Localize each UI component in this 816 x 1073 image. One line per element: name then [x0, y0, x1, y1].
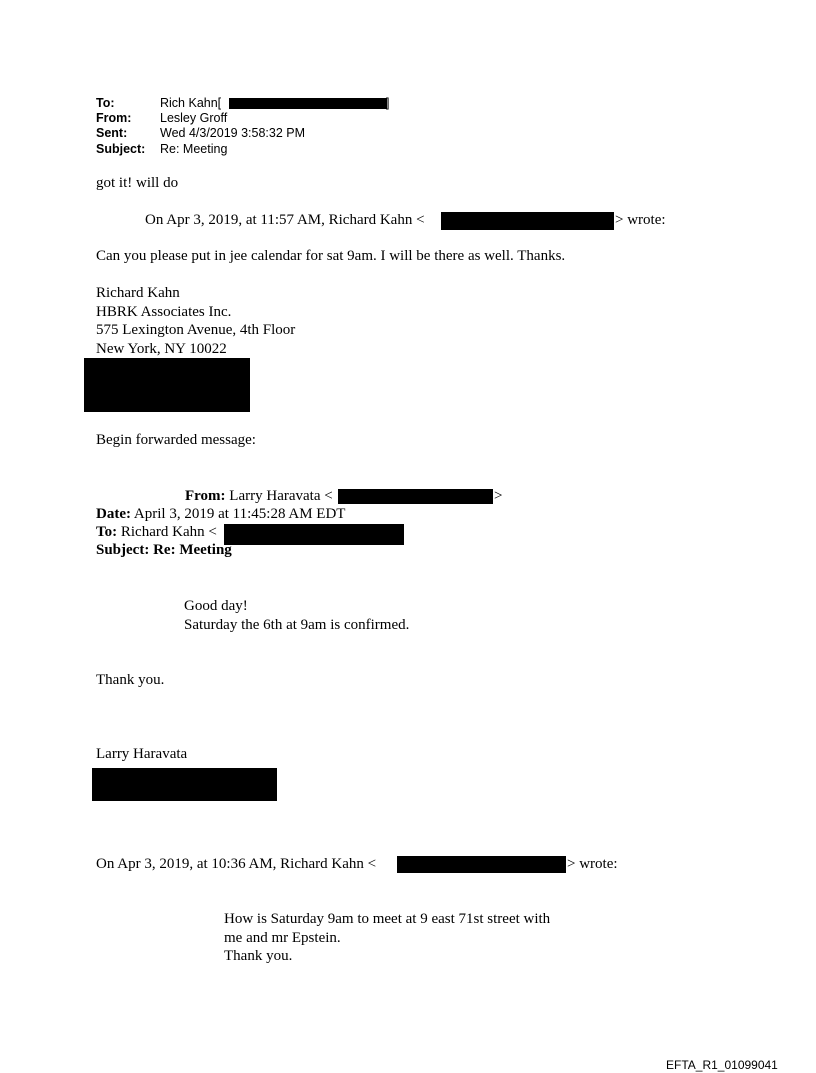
- original-line-3: Thank you.: [224, 948, 293, 964]
- thank-you-text: Thank you.: [96, 672, 165, 688]
- fwd-to-label: To:: [96, 524, 118, 540]
- quote2-wrote: > wrote:: [567, 856, 618, 872]
- reply-text: got it! will do: [96, 175, 179, 191]
- signature-city: New York, NY 10022: [96, 341, 227, 357]
- signature-name: Richard Kahn: [96, 285, 180, 301]
- request-text: Can you please put in jee calendar for sat 9am. I will be there as well. Thanks.: [96, 248, 566, 264]
- quote2-intro: On Apr 3, 2019, at 10:36 AM, Richard Kahn <: [96, 856, 377, 872]
- fwd-from-label: From:: [185, 488, 226, 504]
- header-to-close: ]: [386, 96, 390, 110]
- forwarded-label: Begin forwarded message:: [96, 432, 256, 448]
- redaction-kahn-email-3: [397, 856, 566, 873]
- fwd-from-close: >: [494, 488, 503, 504]
- redaction-signature-block: [84, 358, 250, 412]
- header-sent-value: Wed 4/3/2019 3:58:32 PM: [160, 126, 306, 140]
- quote1-intro: On Apr 3, 2019, at 11:57 AM, Richard Kahn <: [145, 212, 425, 228]
- header-to-row: [96, 96, 221, 111]
- redaction-kahn-email-1: [441, 212, 614, 230]
- signature-address: 575 Lexington Avenue, 4th Floor: [96, 322, 296, 338]
- fwd-to-value: Richard Kahn <: [120, 524, 217, 540]
- fwd-from-value: Larry Haravata <: [229, 488, 333, 504]
- header-from-row: [96, 111, 227, 126]
- redaction-kahn-email-2: [224, 524, 404, 545]
- header-sent-row: [96, 126, 305, 141]
- good-day-text: Good day!: [184, 598, 248, 614]
- header-to-value: Rich Kahn[: [160, 96, 222, 110]
- redaction-larry-contact: [92, 768, 277, 801]
- header-subject-value: Re: Meeting: [160, 142, 228, 156]
- fwd-date-value: April 3, 2019 at 11:45:28 AM EDT: [133, 506, 346, 522]
- header-from-label: From:: [96, 111, 132, 125]
- larry-signature: Larry Haravata: [96, 746, 188, 762]
- fwd-subject-label: Subject:: [96, 542, 150, 558]
- fwd-to-row: [96, 523, 217, 542]
- fwd-subject-row: [96, 541, 232, 560]
- redaction-larry-email: [338, 489, 493, 504]
- original-line-2: me and mr Epstein.: [224, 930, 341, 946]
- redaction-to-email: [229, 96, 390, 110]
- quote1-wrote: > wrote:: [615, 212, 666, 228]
- fwd-subject-value: Re: Meeting: [153, 542, 232, 558]
- fwd-from-row: [185, 487, 333, 506]
- header-subject-label: Subject:: [96, 142, 146, 156]
- confirmed-text: Saturday the 6th at 9am is confirmed.: [184, 617, 410, 633]
- signature-company: HBRK Associates Inc.: [96, 304, 232, 320]
- fwd-date-row: [96, 505, 345, 524]
- header-sent-label: Sent:: [96, 126, 128, 140]
- header-to-label: To:: [96, 96, 115, 110]
- header-subject-row: [96, 142, 227, 157]
- fwd-date-label: Date:: [96, 506, 131, 522]
- document-id: EFTA_R1_01099041: [666, 1058, 778, 1072]
- original-line-1: How is Saturday 9am to meet at 9 east 71st street with: [224, 911, 551, 927]
- header-from-value: Lesley Groff: [160, 111, 228, 125]
